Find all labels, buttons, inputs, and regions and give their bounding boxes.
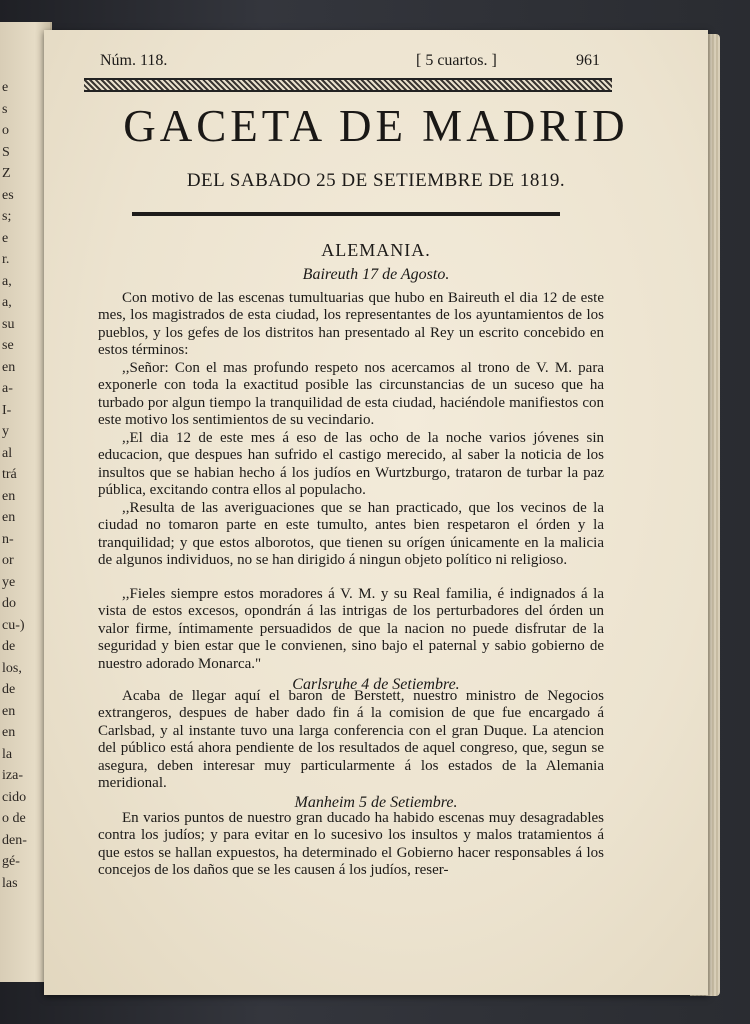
article-paragraph: Acaba de llegar aquí el baron de Berstett, nuestro ministro de Negocios extrangeros, despues de haber dado fin á la comision de que fue encargado á Carlsbad, y al instante tuvo una larga conferencia con el gran Duque. La atencion del público está ahora pendiente de los resultados de aquel congreso, que, segun se asegura, deben interesar muy particularmente á los estados de la Alemania meridional. [98, 688, 604, 792]
left-page-fragment: or [2, 553, 14, 568]
left-page-fragment: es [2, 187, 14, 203]
left-page-fragment: do [2, 596, 16, 611]
section-title: ALEMANIA. [321, 240, 431, 260]
left-page-fragment: r. [2, 252, 10, 267]
article-paragraph: ,,Fieles siempre estos moradores á V. M. y su Real familia, é indignados á la vista de estos excesos, opondrán á las intrigas de los perturbadores del órden un valor firme, íntimamente persuadidos de que la nacion no puede disfrutar de la seguridad y bien estar que le convienen, sino bajo el paternal y sabio gobierno de nuestro adorado Monarca." [98, 586, 604, 672]
date-rule [132, 212, 560, 216]
left-page-fragment: a- [2, 381, 13, 396]
issue-number: Núm. 118. [100, 52, 168, 69]
article-paragraph: Con motivo de las escenas tumultuarias que hubo en Baireuth el dia 12 de este mes, los magistrados de esta ciudad, los representantes de los ayuntamientos de los pueblos, y los gefes de los distritos han presentado al Rey un escrito concebido en estos términos: [98, 290, 604, 359]
left-page-fragment: al [2, 445, 13, 461]
dateline: Manheim 5 de Setiembre. [294, 794, 458, 811]
page-number: 961 [576, 52, 600, 69]
article-paragraph: ,,Resulta de las averiguaciones que se han practicado, que los vecinos de la ciudad no tomaron parte en este tumulto, antes bien respetaron el órden y la tranquilidad; y que estos alborotos, que tienen su orígen únicamente en la malicia de algunos individuos, no se han dirigido á ningun objeto político ni religioso. [98, 500, 604, 569]
left-page-fragment: cu-) [2, 617, 25, 633]
dateline: Carlsruhe 4 de Setiembre. [292, 676, 460, 693]
article-paragraph: En varios puntos de nuestro gran ducado ha habido escenas muy desagradables contra los judíos; y para evitar en lo sucesivo los insultos y malos tratamientos á que estos se hallan expuestos, ha determinado el Gobierno hacer responsables á los concejos de los daños que se les causen á los judíos, reser- [98, 810, 604, 879]
left-page-fragment: a, [2, 295, 12, 310]
left-page-fragment: e [2, 80, 9, 95]
left-page-fragment: su [2, 316, 15, 332]
left-page-fragment: n- [2, 531, 14, 547]
left-page-fragment: la [2, 746, 13, 762]
left-page-fragment: Z [2, 166, 11, 181]
left-page-fragment: en [2, 510, 16, 525]
dateline: Baireuth 17 de Agosto. [302, 266, 450, 283]
left-page-fragment: y [2, 424, 9, 439]
newspaper-page [44, 30, 708, 995]
left-page-fragment: S [2, 144, 10, 160]
article-paragraph: ,,Señor: Con el mas profundo respeto nos acercamos al trono de V. M. para exponerle con toda la exactitud posible las circunstancias de un suceso que ha turbado por algun tiempo la tranquilidad de esta ciudad, haciéndole manifiestos con este motivo los sentimientos de su vecindario. [98, 360, 604, 429]
left-page-fragment: en [2, 703, 16, 719]
left-page-fragment: gé- [2, 854, 20, 869]
price-label: [ 5 cuartos. ] [416, 52, 497, 69]
left-page-fragment: de [2, 639, 16, 654]
left-page-fragment: cido [2, 789, 27, 805]
ornamental-rule [84, 78, 612, 92]
left-page-fragment: las [2, 875, 18, 891]
left-page-fragment: se [2, 338, 14, 353]
left-page-fragment: I- [2, 402, 12, 418]
left-page-fragment: ye [2, 574, 16, 590]
left-page-fragment: en [2, 725, 16, 740]
left-page-fragment: los, [2, 660, 22, 676]
left-page-fragment: en [2, 488, 16, 504]
left-page-fragment: e [2, 230, 9, 246]
article-paragraph: ,,El dia 12 de este mes á eso de las ocho de la noche varios jóvenes sin educacion, que despues han sufrido el castigo merecido, al saber la noticia de los insultos que se habian hecho á los judíos en Wurtzburgo, trataron de turbar la paz pública, excitando contra ellos al populacho. [98, 430, 604, 499]
left-page-fragment: o [2, 123, 9, 138]
left-page-fragment: en [2, 359, 16, 375]
left-page-fragment: den- [2, 832, 27, 848]
left-page-fragment: iza- [2, 768, 23, 783]
left-page-fragment: trá [2, 467, 17, 482]
masthead-title: GACETA DE MADRID [123, 101, 629, 151]
left-page-fragment: o de [2, 811, 26, 826]
left-page-fragment: s; [2, 209, 12, 224]
left-page-fragment: a, [2, 273, 12, 289]
left-page-fragment: s [2, 101, 8, 117]
left-page-fragment: de [2, 682, 16, 697]
issue-date: DEL SABADO 25 DE SETIEMBRE DE 1819. [186, 170, 566, 191]
